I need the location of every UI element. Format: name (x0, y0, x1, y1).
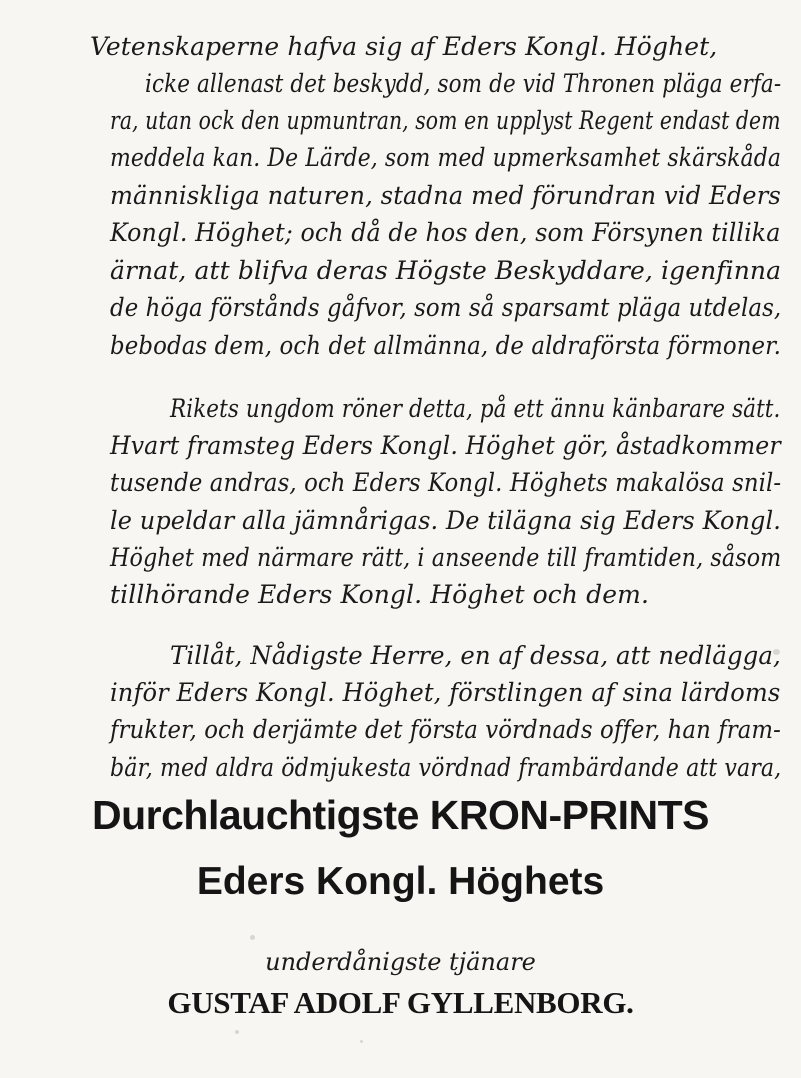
text-line: le upeldar alla jämnårigas. De tilägna sig Eders Kongl. (110, 506, 782, 535)
text-line: tillhörande Eders Kongl. Höghet och dem. (110, 580, 650, 609)
text-line: Tillåt, Nådigste Herre, en af dessa, att nedlägga, (170, 641, 781, 670)
text-line: bär, med aldra ödmjukesta vördnad frambärdande att vara, (110, 753, 782, 782)
text-line: icke allenast det beskydd, som de vid Thronen pläga erfa- (145, 69, 782, 98)
paper-speck (773, 649, 780, 655)
text-line: Vetenskaperne hafva sig af Eders Kongl. Höghet, (90, 32, 718, 61)
title-line-2: Eders Kongl. Höghets (196, 860, 605, 903)
text-line: Rikets ungdom röner detta, på ett ännu känbarare sätt. (170, 394, 781, 423)
text-line: bebodas dem, och det allmänna, de aldraförsta förmoner. (110, 331, 782, 360)
paper-speck (250, 935, 255, 940)
text-line: tusende andras, och Eders Kongl. Höghets makalösa snil- (110, 468, 782, 497)
paper-speck (360, 1040, 363, 1043)
text-line: frukter, och derjämte det första vördnads offer, han fram- (110, 715, 781, 744)
text-line: Kongl. Höghet; och då de hos den, som Försynen tillika (110, 218, 781, 247)
text-line: de höga förstånds gåfvor, som så sparsamt pläga utdelas, (110, 293, 782, 322)
text-line: meddela kan. De Lärde, som med upmerksamhet skärskåda (110, 143, 781, 172)
closing-line: underdånigste tjänare (265, 948, 536, 976)
signature: GUSTAF ADOLF GYLLENBORG. (167, 985, 634, 1020)
text-line: inför Eders Kongl. Höghet, förstlingen af sina lärdoms (110, 678, 781, 707)
text-line: Höghet med närmare rätt, i anseende till framtiden, såsom (110, 543, 782, 572)
paper-speck (235, 1030, 239, 1034)
text-line: människliga naturen, stadna med förundran vid Eders (110, 181, 781, 210)
text-line: ra, utan ock den upmuntran, som en upplyst Regent endast dem (110, 106, 781, 135)
text-line: Hvart framsteg Eders Kongl. Höghet gör, åstadkommer (110, 431, 781, 460)
text-line: ärnat, att blifva deras Högste Beskyddare, igenfinna (110, 256, 782, 285)
title-line-1: Durchlauchtigste KRON-PRINTS (92, 792, 709, 838)
